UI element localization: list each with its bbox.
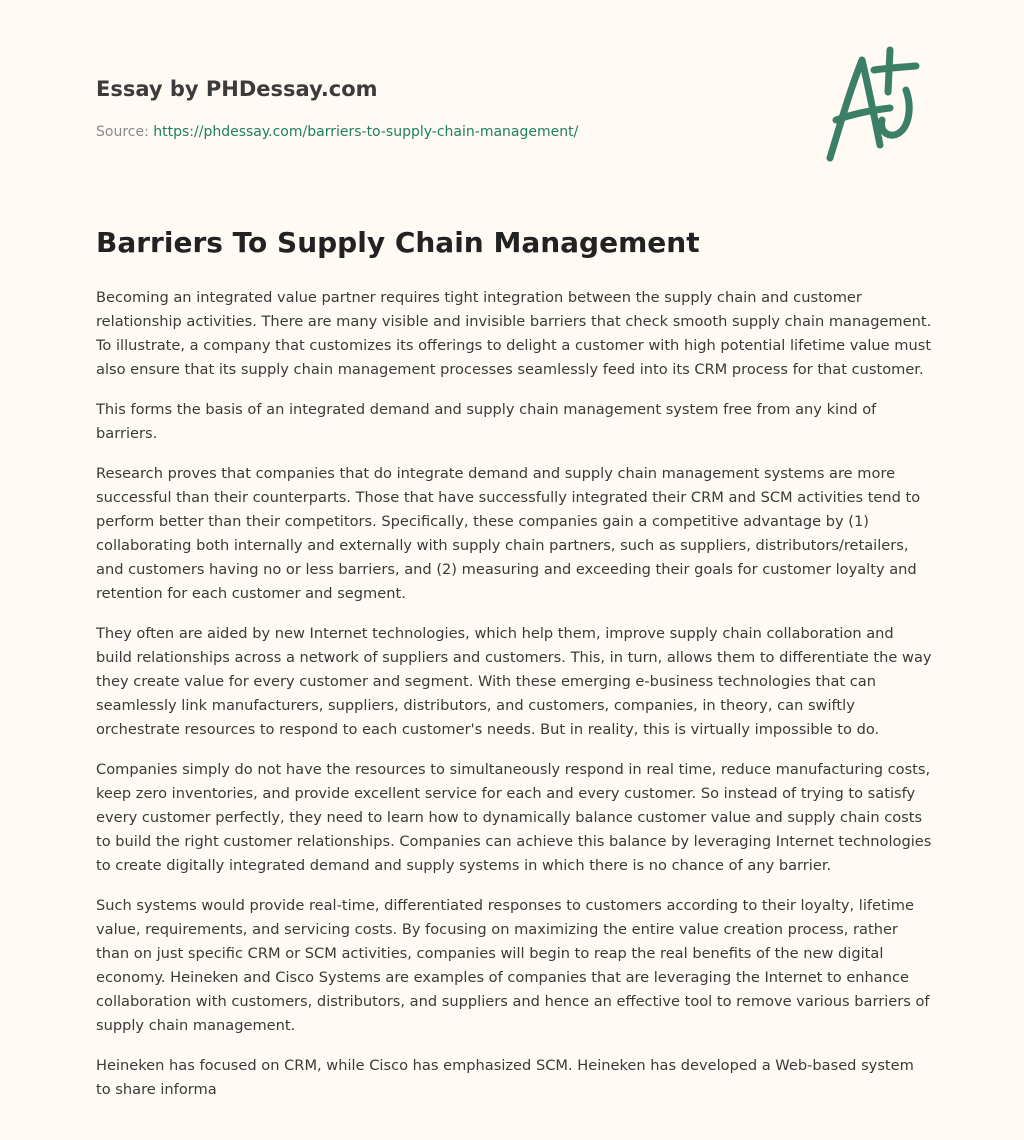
paragraph: This forms the basis of an integrated demand and supply chain management system free from any kind of barriers. bbox=[96, 401, 877, 442]
article-body bbox=[96, 286, 932, 1118]
a-plus-logo bbox=[818, 40, 930, 165]
essay-brand: Essay by PHDessay.com bbox=[96, 77, 378, 101]
article-title: Barriers To Supply Chain Management bbox=[96, 226, 700, 259]
paragraph: Heineken has focused on CRM, while Cisco has emphasized SCM. Heineken has developed a Web-based system to share informa bbox=[96, 1057, 914, 1098]
paragraph: Such systems would provide real-time, differentiated responses to customers according to their loyalty, lifetime value, requirements, and servicing costs. By focusing on maximizing the entire value creation process, rather than on just specific CRM or SCM activities, companies will begin to reap the real benefits of the new digital economy. Heineken and Cisco Systems are examples of companies that are leveraging the Internet to enhance collaboration with customers, distributors, and suppliers and hence an effective tool to remove various barriers of supply chain management. bbox=[96, 897, 930, 1034]
paragraph: Becoming an integrated value partner requires tight integration between the supply chain and customer relationship activities. There are many visible and invisible barriers that check smooth supply chain management. To illustrate, a company that customizes its offerings to delight a customer with high potential lifetime value must also ensure that its supply chain management processes seamlessly feed into its CRM process for that customer. bbox=[96, 289, 932, 378]
paragraph: Companies simply do not have the resources to simultaneously respond in real time, reduce manufacturing costs, keep zero inventories, and provide excellent service for each and every customer. So instead of trying to satisfy every customer perfectly, they need to learn how to dynamically balance customer value and supply chain costs to build the right customer relationships. Companies can achieve this balance by leveraging Internet technologies to create digitally integrated demand and supply systems in which there is no chance of any barrier. bbox=[96, 761, 932, 874]
source-label: Source: bbox=[96, 124, 154, 140]
source-link[interactable]: https://phdessay.com/barriers-to-supply-chain-management/ bbox=[153, 124, 579, 140]
source-line bbox=[96, 124, 578, 140]
paragraph: Research proves that companies that do integrate demand and supply chain management systems are more successful than their counterparts. Those that have successfully integrated their CRM and SCM activities tend to perform better than their competitors. Specifically, these companies gain a competitive advantage by (1) collaborating both internally and externally with supply chain partners, such as suppliers, distributors/retailers, and customers having no or less barriers, and (2) measuring and exceeding their goals for customer loyalty and retention for each customer and segment. bbox=[96, 465, 921, 602]
paragraph: They often are aided by new Internet technologies, which help them, improve supply chain collaboration and build relationships across a network of suppliers and customers. This, in turn, allows them to differentiate the way they create value for every customer and segment. With these emerging e-business technologies that can seamlessly link manufacturers, suppliers, distributors, and customers, companies, in theory, can swiftly orchestrate resources to respond to each customer's needs. But in reality, this is virtually impossible to do. bbox=[96, 625, 932, 738]
